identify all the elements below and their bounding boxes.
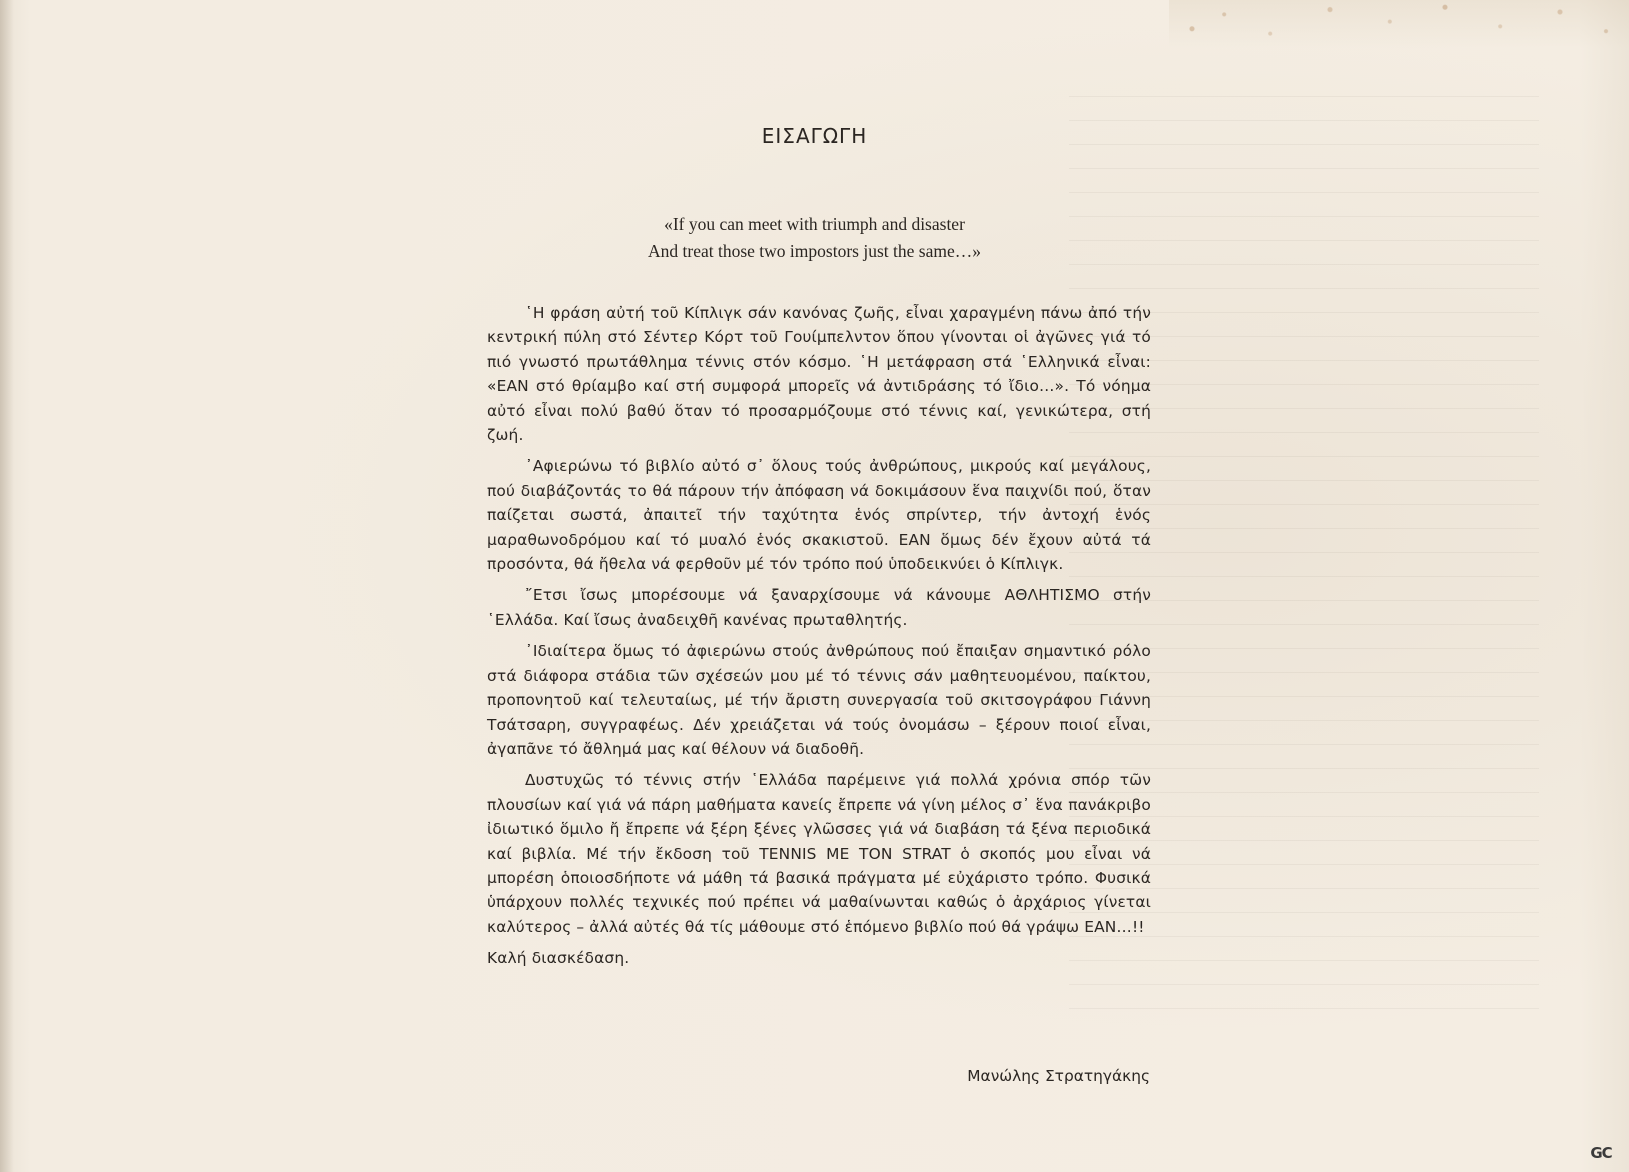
paper-foxing-stains — [1169, 0, 1629, 48]
paragraph-athletics: ῎Ετσι ἴσως μπορέσουμε νά ξαναρχίσουμε νά κάνουμε ΑΘΛΗΤΙΣΜΟ στήν ῾Ελλάδα. Καί ἴσως ἀναδειχθῆ κανένας πρωταθλητής. — [487, 586, 1151, 629]
epigraph-line-2: And treat those two impostors just the same…» — [648, 241, 981, 261]
paragraph-special-thanks: ᾿Ιδιαίτερα ὅμως τό ἀφιερώνω στούς ἀνθρώπους πού ἔπαιξαν σημαντικό ρόλο στά διάφορα στάδια τῶν σχέσεών μου μέ τό τέννις σάν μαθητευομένου, παίκτου, προπονητοῦ καί τελευταίως, μέ τήν ἄριστη συνεργασία τοῦ σκιτσογράφου Γιάννη Τσάτσαρη, συγγραφέως. Δέν χρειάζεται νά τούς ὀνομάσω – ξέρουν ποιοί εἶναι, ἀγαπᾶνε τό ἄθλημά μας καί θέλουν νά διαδοθῆ. — [487, 642, 1151, 758]
closing-line: Καλή διασκέδαση. — [487, 949, 630, 968]
author-signature: Μανώλης Στρατηγάκης — [967, 1067, 1150, 1085]
page-title: ΕΙΣΑΓΩΓΗ — [761, 124, 868, 148]
paragraph-tennis-in-greece: Δυστυχῶς τό τέννις στήν ῾Ελλάδα παρέμεινε γιά πολλά χρόνια σπόρ τῶν πλουσίων καί γιά νά πάρη μαθήματα κανείς ἔπρεπε νά γίνη μέλος σ᾿ ἕνα πανάκριβο ἰδιωτικό ὅμιλο ἤ ἔπρεπε νά ξέρη ξένες γλῶσσες γιά νά διαβάση τά ξένα περιοδικά καί βιβλία. Μέ τήν ἔκδοση τοῦ TENNIS ME TON STRAT ὁ σκοπός μου εἶναι νά μπορέση ὁποιοσδήποτε νά μάθη τά βασικά πράγματα μέ εὐχάριστο τρόπο. Φυσικά ὑπάρχουν πολλές τεχνικές πού πρέπει νά μαθαίνωνται καθώς ὁ ἀρχάριος γίνεται καλύτερος – ἀλλά αὐτές θά τίς μάθουμε στό ἑπόμενο βιβλίο πού θά γράψω ΕΑΝ…!! — [487, 771, 1151, 936]
paragraph-kipling-motto: ῾Η φράση αὐτή τοῦ Κίπλιγκ σάν κανόνας ζωῆς, εἶναι χαραγμένη πάνω ἀπό τήν κεντρική πύλη στό Σέντερ Κόρτ τοῦ Γουίμπελντον ὅπου γίνονται οἱ ἀγῶνες γιά τό πιό γνωστό πρωτάθλημα τέννις στόν κόσμο. ῾Η μετάφραση στά ῾Ελληνικά εἶναι: «ΕΑΝ στό θρίαμβο καί στή συμφορά μπορεῖς νά ἀντιδράσης τό ἴδιο…». Τό νόημα αὐτό εἶναι πολύ βαθύ ὅταν τό προσαρμόζουμε στό τέννις καί, γενικώτερα, στή ζωή. — [487, 304, 1151, 445]
epigraph-quote — [0, 211, 1629, 265]
epigraph-line-1: «If you can meet with triumph and disaster — [664, 214, 965, 234]
scanner-logo-icon: GC — [1590, 1144, 1612, 1162]
spine-shadow — [0, 0, 14, 1172]
introduction-body — [487, 301, 1151, 978]
paragraph-dedication: ᾿Αφιερώνω τό βιβλίο αὐτό σ᾿ ὅλους τούς ἀνθρώπους, μικρούς καί μεγάλους, πού διαβάζοντάς το θά πάρουν τήν ἀπόφαση νά δοκιμάσουν ἕνα παιχνίδι πού, ὅταν παίζεται σωστά, ἀπαιτεῖ τήν ταχύτητα ἑνός σπρίντερ, τήν ἀντοχή ἑνός μαραθωνοδρόμου καί τό μυαλό ἑνός σκακιστοῦ. ΕΑΝ ὅμως δέν ἔχουν αὐτά τά προσόντα, θά ἤθελα νά φερθοῦν μέ τόν τρόπο πού ὑποδεικνύει ὁ Κίπλιγκ. — [487, 457, 1151, 574]
